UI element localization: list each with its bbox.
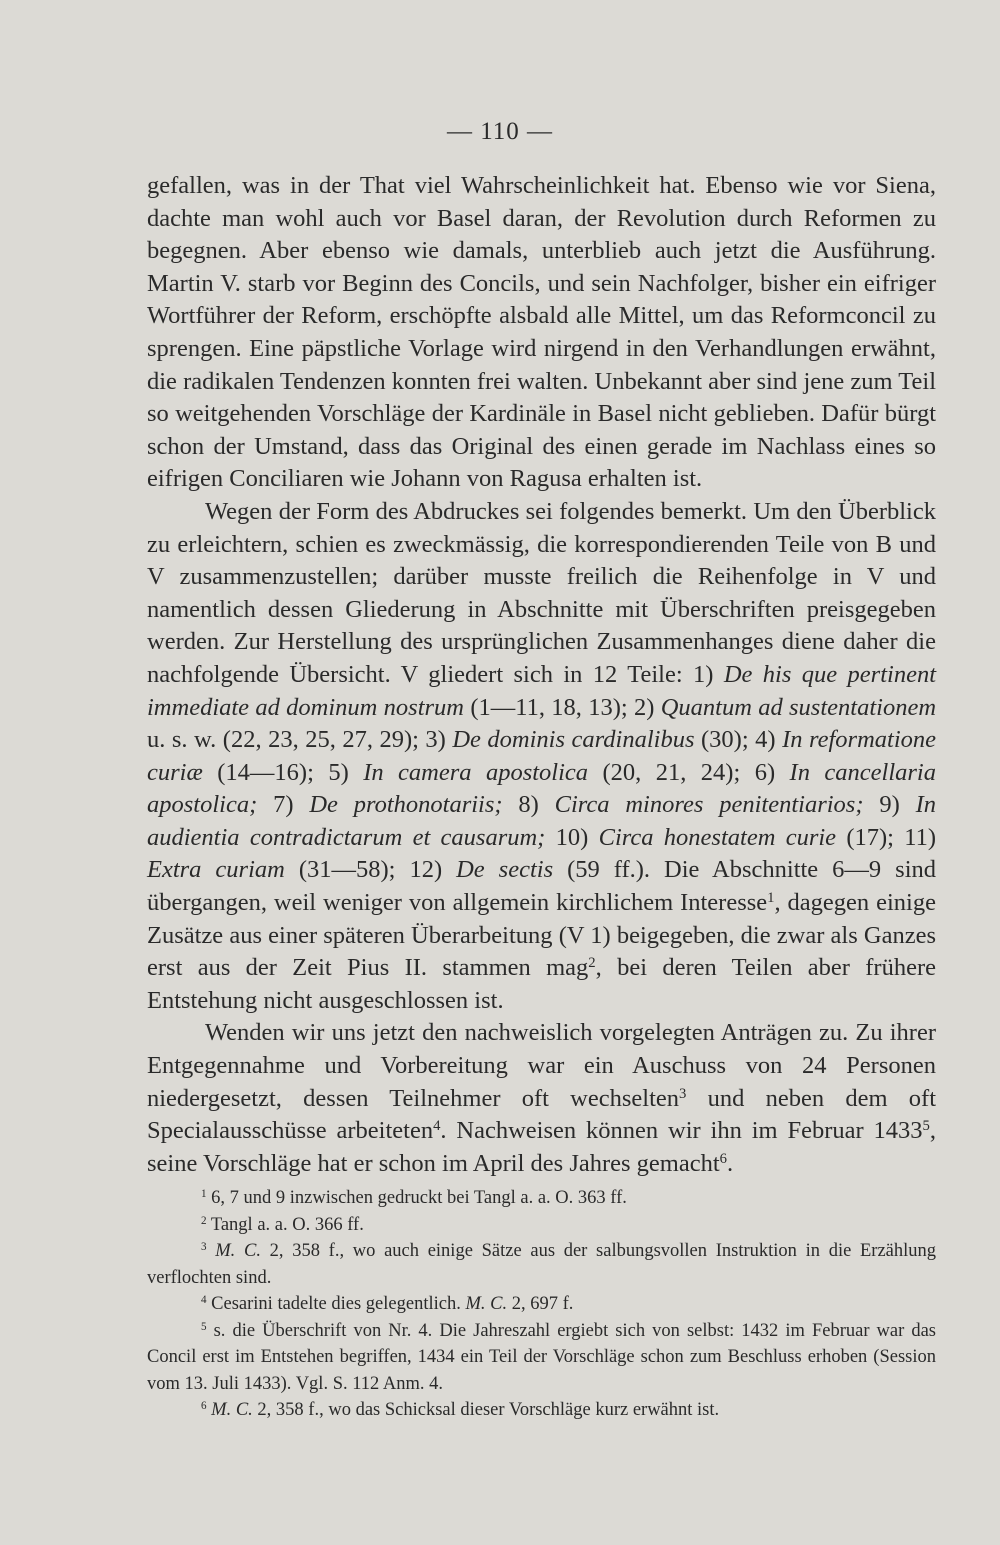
footnote-ref-1[interactable]: 1	[767, 889, 775, 906]
text-run: 7)	[257, 791, 310, 819]
text-run: (30); 4)	[694, 726, 783, 754]
text-run: , bei deren Teilen aber frühere Entstehung nicht ausgeschlossen ist.	[147, 954, 936, 1014]
text-run: Wenden wir uns jetzt den nachweislich vorgelegten Anträgen zu. Zu ihrer Entgegennahme und Vorbereitung war ein Auschuss von 24 Personen niedergesetzt, dessen Teilnehmer oft wechselten	[147, 1019, 936, 1112]
paragraph-1: gefallen, was in der That viel Wahrscheinlichkeit hat. Ebenso wie vor Siena, dachte man wohl auch vor Basel daran, der Revolution durch Reformen zu begegnen. Aber ebenso wie damals, unterblieb auch jetzt die Ausführung. Martin V. starb vor Beginn des Concils, und sein Nachfolger, bisher ein eifriger Wortführer der Reform, erschöpfte alsbald alle Mittel, um das Reformconcil zu sprengen. Eine päpstliche Vorlage wird nirgend in den Verhandlungen erwähnt, die radikalen Tendenzen konnten frei walten. Unbekannt aber sind jene zum Teil so weitgehenden Vorschläge der Kardinäle in Basel nicht geblieben. Dafür bürgt schon der Umstand, dass das Original des einen gerade im Nachlass eines so eifrigen Conciliaren wie Johann von Ragusa erhalten ist.	[147, 172, 936, 493]
text-run: (17); 11)	[836, 823, 936, 851]
footnote-mark: 3	[201, 1240, 207, 1253]
footnote-text: 2, 697 f.	[507, 1294, 574, 1314]
section-title-12: De sectis	[456, 856, 554, 884]
footnote-1	[147, 1185, 936, 1212]
footnote-ref-5[interactable]: 5	[922, 1118, 930, 1135]
footnote-6	[147, 1397, 936, 1424]
section-title-9: In audientia contradictarum et causarum;	[147, 791, 936, 851]
text-run: (20, 21, 24); 6)	[588, 758, 790, 786]
footnote-text: Cesarini tadelte dies gelegentlich.	[206, 1294, 466, 1314]
footnote-text: 2, 358 f., wo auch einige Sätze aus der salbungsvollen Instruktion in die Erzählung verflochten sind.	[147, 1241, 937, 1288]
section-title-4: In reformatione curiæ	[147, 726, 936, 786]
footnotes	[147, 1185, 936, 1424]
section-title-2: Quantum ad sustentationem	[660, 693, 937, 721]
footnote-3	[147, 1238, 936, 1291]
text-run: 10)	[545, 823, 599, 851]
paragraph-2	[147, 496, 936, 1018]
section-title-3: De dominis cardinalibus	[452, 726, 695, 754]
section-title-8: Circa minores penitentiarios;	[554, 791, 864, 819]
footnote-text: Tangl a. a. O. 366 ff.	[206, 1214, 364, 1235]
section-title-6: In cancellaria apostolica;	[147, 758, 936, 819]
section-title-10: Circa honestatem curie	[598, 823, 837, 851]
footnote-ref-2[interactable]: 2	[588, 955, 596, 972]
footnote-ref-4[interactable]: 4	[433, 1118, 441, 1135]
footnote-4	[147, 1291, 936, 1318]
footnote-text: s. die Überschrift von Nr. 4. Die Jahreszahl ergiebt sich von selbst: 1432 im Februar war das Concil erst im Entstehen begriffen, 1434 ein Teil der Vorschläge schon zum Beschluss erhoben (Session vom 13. Juli 1433). Vgl. S. 112 Anm. 4.	[147, 1320, 936, 1394]
text-run: u. s. w. (22, 23, 25, 27, 29); 3)	[147, 726, 453, 754]
section-title-1: De his que pertinent immediate ad dominum nostrum	[147, 660, 936, 721]
text-run: .	[727, 1149, 734, 1177]
footnote-mark: 5	[201, 1320, 207, 1333]
section-title-7: De prothonotariis;	[309, 791, 503, 819]
footnote-source: M. C.	[206, 1241, 261, 1261]
footnote-source: M. C.	[465, 1294, 508, 1314]
footnote-ref-6[interactable]: 6	[719, 1150, 727, 1167]
footnote-mark: 6	[201, 1399, 207, 1412]
paragraph-3	[147, 1017, 936, 1180]
text-run: und neben dem oft Specialausschüsse arbeiteten	[147, 1084, 936, 1145]
text-run: 8)	[502, 791, 555, 819]
text-run: (1—11, 18, 13); 2)	[464, 693, 661, 721]
footnote-2	[147, 1212, 936, 1239]
footnote-text: 6, 7 und 9 inzwischen gedruckt bei Tangl a. a. O. 363 ff.	[206, 1188, 627, 1208]
text-run: (31—58); 12)	[284, 856, 457, 884]
paragraph-2-intro: Wegen der Form des Abdruckes sei folgendes bemerkt. Um den Überblick zu erleichtern, schien es zweckmässig, die korrespondierenden Teile von B und V zusammenzustellen; darüber musste freilich die Reihenfolge in V und namentlich dessen Gliederung in Abschnitte mit Überschriften preisgegeben werden. Zur Herstellung des ursprünglichen Zusammenhanges diene daher die nachfolgende Übersicht. V gliedert sich in 12 Teile: 1)	[147, 497, 936, 688]
footnote-5	[147, 1318, 936, 1398]
footnote-source: M. C.	[206, 1400, 253, 1420]
text-run: , dagegen einige Zusätze aus einer späteren Überarbeitung (V 1) beigegeben, die zwar als Ganzes erst aus der Zeit Pius II. stammen mag	[147, 889, 936, 982]
section-title-11: Extra curiam	[147, 856, 285, 884]
text-run: . Nachweisen können wir ihn im Februar 1433	[440, 1117, 923, 1145]
text-run: 9)	[863, 791, 916, 819]
section-title-5: In camera apostolica	[363, 758, 589, 786]
footnote-mark: 1	[201, 1187, 207, 1200]
main-text	[147, 170, 936, 1180]
page-number: — 110 —	[446, 118, 554, 145]
footnote-mark: 4	[201, 1293, 207, 1306]
footnote-mark: 2	[201, 1214, 207, 1227]
footnote-ref-3[interactable]: 3	[679, 1085, 687, 1102]
footnote-text: 2, 358 f., wo das Schicksal dieser Vorschläge kurz erwähnt ist.	[252, 1400, 720, 1420]
text-run: (59 ff.). Die Abschnitte 6—9 sind übergangen, weil weniger von allgemein kirchlichem Interesse	[147, 856, 937, 917]
text-run: (14—16); 5)	[202, 758, 364, 786]
text-run: , seine Vorschläge hat er schon im April des Jahres gemacht	[147, 1117, 936, 1177]
